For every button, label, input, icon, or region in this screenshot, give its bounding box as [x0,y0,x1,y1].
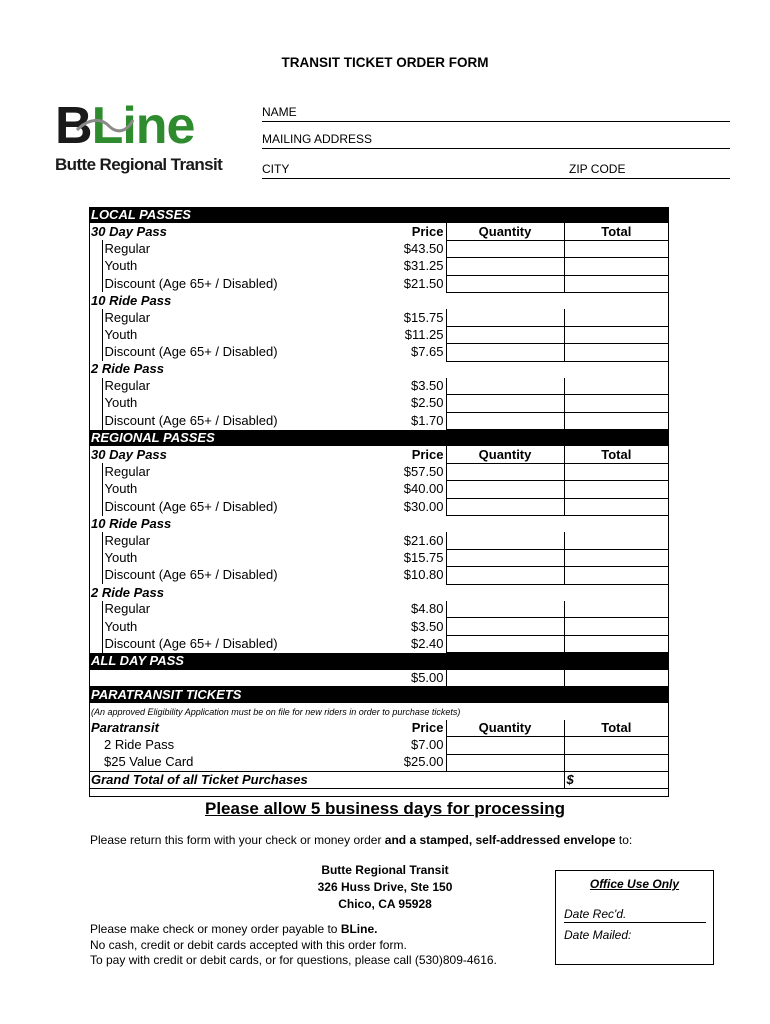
regional-passes-header [89,430,668,447]
total-column-header: Total [564,720,668,737]
ticket-price: $31.25 [298,258,446,275]
return-instructions [90,833,632,847]
total-input[interactable] [564,481,668,498]
indent [89,635,102,652]
address-line-3: Chico, CA 95928 [338,897,432,911]
all-day-pass-header-label: ALL DAY PASS [89,653,446,670]
eligibility-note-row [89,703,668,719]
ticket-price: $4.80 [298,601,446,618]
ticket-row [89,618,668,635]
quantity-input[interactable] [446,326,564,343]
total-column-header: Total [564,446,668,463]
all-day-price: $5.00 [298,670,446,687]
return-text: Please return this form with your check or money order [90,833,385,847]
header-spacer [564,653,668,670]
ticket-row [89,395,668,412]
group-name: 2 Ride Pass [91,361,164,377]
total-input[interactable] [564,412,668,429]
indent [89,395,102,412]
ticket-row [89,601,668,618]
group-row [89,516,668,533]
ticket-row [89,532,668,549]
mailing-address-field[interactable] [262,130,730,149]
header-spacer [446,430,564,447]
ticket-label: Regular [102,240,298,257]
group-name: 30 Day Pass [91,446,167,462]
ticket-price: $3.50 [298,618,446,635]
quantity-input[interactable] [446,395,564,412]
local-passes-header [89,207,668,223]
quantity-input[interactable] [446,567,564,584]
ticket-row [89,378,668,395]
header-spacer [446,686,564,703]
header-spacer [446,653,564,670]
city-label: CITY [262,162,290,176]
ticket-label: Discount (Age 65+ / Disabled) [102,275,298,292]
quantity-input[interactable] [446,344,564,361]
group-spacer [298,361,668,378]
indent [89,344,102,361]
ticket-price: $43.50 [298,240,446,257]
ticket-label: 2 Ride Pass [104,737,175,753]
ticket-label: Regular [102,463,298,480]
paratransit-header [89,686,668,703]
grand-total-input[interactable]: $ [564,771,668,788]
ticket-price: $21.60 [298,532,446,549]
name-field[interactable] [262,103,730,122]
address-line-1: Butte Regional Transit [321,863,449,877]
ticket-label: Youth [102,258,298,275]
ticket-price: $1.70 [298,412,446,429]
ticket-label: Regular [102,309,298,326]
indent [89,326,102,343]
paratransit-row [89,737,668,754]
ticket-price: $25.00 [298,754,446,771]
zip-label: ZIP CODE [569,162,626,176]
ticket-price: $21.50 [298,275,446,292]
quantity-input[interactable] [446,275,564,292]
ticket-label: Discount (Age 65+ / Disabled) [102,498,298,515]
eligibility-note: (An approved Eligibility Application must be on file for new riders in order to purchase tickets) [91,706,461,717]
quantity-input[interactable] [446,463,564,480]
order-table [89,207,668,789]
ticket-price: $15.75 [298,549,446,566]
payable-to-name: BLine. [340,922,378,936]
group-spacer [298,516,668,533]
quantity-input[interactable] [446,754,564,771]
indent [89,309,102,326]
header-spacer [564,207,668,223]
group-name: 2 Ride Pass [91,584,164,600]
date-received-field: Date Rec'd. [564,907,706,923]
phone-note: To pay with credit or debit cards, or for questions, please call (530)809-4616. [90,953,497,967]
ticket-row [89,463,668,480]
grand-total-row [89,771,668,788]
city-zip-field[interactable] [262,160,730,179]
address-line-2: 326 Huss Drive, Ste 150 [317,880,453,894]
date-mailed-field: Date Mailed: [564,928,632,942]
indent [89,240,102,257]
no-cash-note: No cash, credit or debit cards accepted with this order form. [90,937,407,952]
logo-b: B [55,97,92,155]
total-input[interactable] [564,532,668,549]
ticket-price: $10.80 [298,567,446,584]
quantity-column-header: Quantity [446,223,564,240]
ticket-price: $2.50 [298,395,446,412]
indent [89,532,102,549]
ticket-label: $25 Value Card [104,754,194,770]
ticket-row [89,567,668,584]
header-spacer [564,430,668,447]
grand-total-label: Grand Total of all Ticket Purchases [89,771,446,788]
ticket-label: Regular [102,532,298,549]
total-input[interactable] [564,463,668,480]
ticket-row [89,309,668,326]
quantity-input[interactable] [446,532,564,549]
indent [89,618,102,635]
total-input[interactable] [564,567,668,584]
header-spacer [446,207,564,223]
ticket-label: Youth [102,481,298,498]
ticket-row [89,481,668,498]
indent [89,275,102,292]
local-passes-header-label: LOCAL PASSES [89,207,446,223]
quantity-input[interactable] [446,549,564,566]
quantity-input[interactable] [446,309,564,326]
group-spacer [298,584,668,601]
ticket-label: Youth [102,549,298,566]
total-input[interactable] [564,737,668,754]
total-input[interactable] [564,754,668,771]
ticket-price: $7.65 [298,344,446,361]
ticket-label: Youth [102,326,298,343]
ticket-row [89,258,668,275]
indent [89,258,102,275]
ticket-row [89,344,668,361]
ticket-price: $30.00 [298,498,446,515]
quantity-input[interactable] [446,618,564,635]
ticket-label: Regular [102,601,298,618]
ticket-row [89,275,668,292]
spacer [446,771,564,788]
all-day-row [89,670,668,687]
ticket-price: $40.00 [298,481,446,498]
ticket-price: $7.00 [298,737,446,754]
ticket-label: Regular [102,378,298,395]
total-input[interactable] [564,549,668,566]
processing-notice: Please allow 5 business days for processing [205,799,565,818]
total-input[interactable] [564,618,668,635]
indent [89,754,102,771]
ticket-price: $11.25 [298,326,446,343]
group-spacer [298,292,668,309]
price-column-header: Price [298,223,446,240]
logo-subtitle: Butte Regional Transit [55,155,223,174]
total-input[interactable] [564,344,668,361]
name-label: NAME [262,105,297,119]
paratransit-header-label: PARATRANSIT TICKETS [89,686,446,703]
total-input[interactable] [564,258,668,275]
group-name: 10 Ride Pass [91,292,172,308]
total-input[interactable] [564,670,668,687]
total-input[interactable] [564,326,668,343]
return-text-bold: and a stamped, self-addressed envelope [384,833,616,847]
logo-road-swoosh-icon [75,114,135,136]
payable-text: Please make check or money order payable to [90,922,341,936]
ticket-label: Discount (Age 65+ / Disabled) [102,412,298,429]
spacer [89,670,298,687]
quantity-column-header: Quantity [446,720,564,737]
quantity-input[interactable] [446,378,564,395]
indent [89,601,102,618]
quantity-input[interactable] [446,498,564,515]
indent [89,549,102,566]
ticket-label: Discount (Age 65+ / Disabled) [102,344,298,361]
ticket-price: $15.75 [298,309,446,326]
logo-line: Line [91,97,195,155]
office-use-heading: Office Use Only [589,877,680,891]
price-column-header: Price [298,720,446,737]
ticket-row [89,412,668,429]
group-name: 10 Ride Pass [91,515,172,531]
paratransit-row [89,754,668,771]
regional-passes-header-label: REGIONAL PASSES [89,430,446,447]
indent [89,567,102,584]
header-spacer [564,686,668,703]
payment-instructions [90,922,497,969]
indent [89,737,102,754]
total-input[interactable] [564,309,668,326]
indent [89,481,102,498]
quantity-input[interactable] [446,737,564,754]
ticket-price: $3.50 [298,378,446,395]
indent [89,378,102,395]
group-name: 30 Day Pass [91,223,167,239]
group-row [89,223,668,240]
indent [89,498,102,515]
ticket-label: Youth [102,395,298,412]
ticket-label: Discount (Age 65+ / Disabled) [102,635,298,652]
ticket-row [89,635,668,652]
ticket-row [89,549,668,566]
total-column-header: Total [564,223,668,240]
total-input[interactable] [564,275,668,292]
return-text-end: to: [615,833,633,847]
bline-logo [55,97,235,180]
office-use-box [555,870,714,965]
total-input[interactable] [564,635,668,652]
mailing-address-label: MAILING ADDRESS [262,132,373,146]
ticket-row [89,326,668,343]
total-input[interactable] [564,395,668,412]
form-title: TRANSIT TICKET ORDER FORM [281,55,489,70]
ticket-price: $57.50 [298,463,446,480]
paratransit-group-row [89,720,668,737]
group-row [89,446,668,463]
total-input[interactable] [564,240,668,257]
quantity-input[interactable] [446,258,564,275]
indent [89,463,102,480]
total-input[interactable] [564,498,668,515]
quantity-input[interactable] [446,481,564,498]
quantity-input[interactable] [446,412,564,429]
quantity-column-header: Quantity [446,446,564,463]
all-day-pass-header [89,653,668,670]
indent [89,412,102,429]
ticket-price: $2.40 [298,635,446,652]
quantity-input[interactable] [446,240,564,257]
quantity-input[interactable] [446,635,564,652]
quantity-input[interactable] [446,670,564,687]
paratransit-group-name: Paratransit [91,720,159,736]
ticket-row [89,240,668,257]
ticket-row [89,498,668,515]
total-input[interactable] [564,378,668,395]
ticket-label: Discount (Age 65+ / Disabled) [102,567,298,584]
group-row [89,292,668,309]
group-row [89,361,668,378]
price-column-header: Price [298,446,446,463]
group-row [89,584,668,601]
ticket-label: Youth [102,618,298,635]
quantity-input[interactable] [446,601,564,618]
total-input[interactable] [564,601,668,618]
